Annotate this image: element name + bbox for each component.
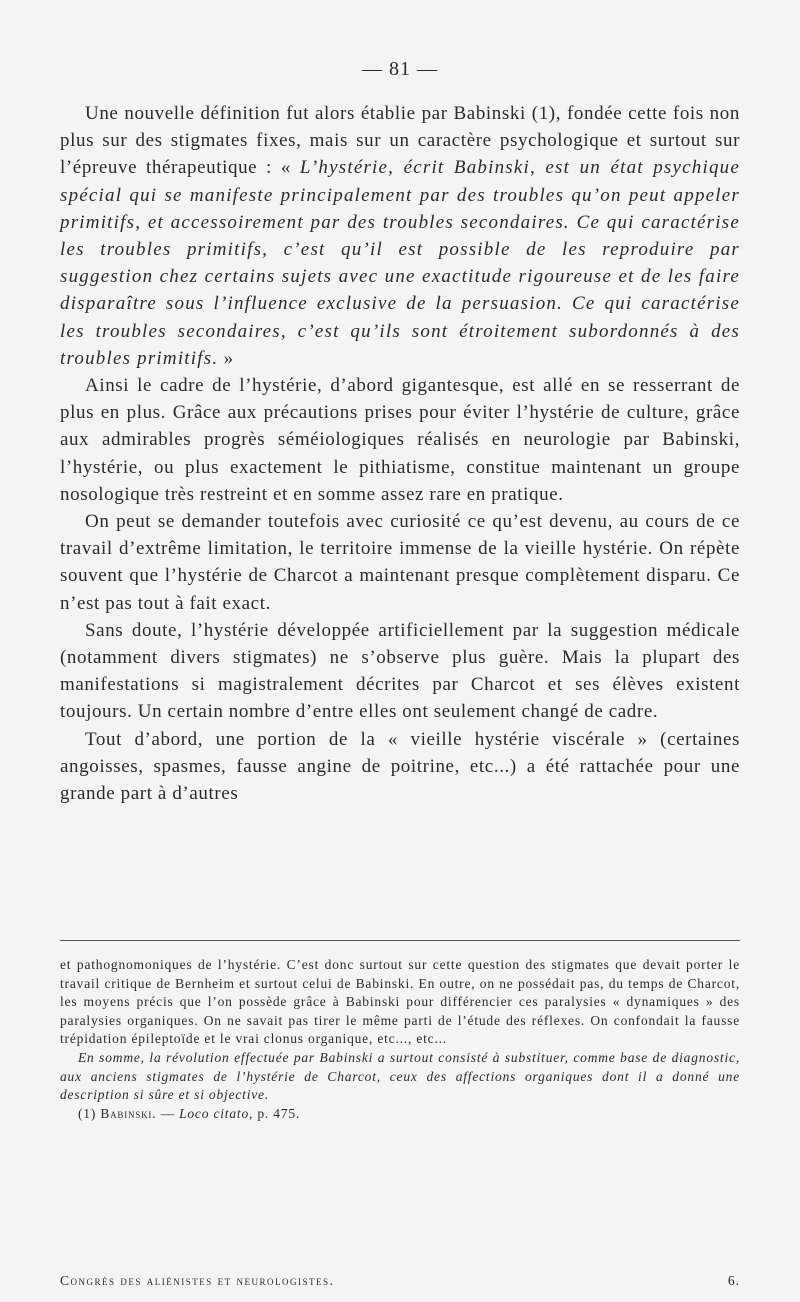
footnote-ref-loc: Loco citato bbox=[179, 1105, 249, 1121]
page-number: — 81 — bbox=[362, 58, 438, 80]
footnote-ref-number: (1) bbox=[78, 1105, 101, 1121]
footnote-summary-text: En somme, la révolution effectuée par Babinski a surtout consisté à substituer, comme base de diagnostic, aux anciens stigmates de l’hystérie de Charcot, ceux des affections organiques dont il a donné une description si sûre et si objective. bbox=[60, 1049, 740, 1103]
paragraph-territoire: On peut se demander toutefois avec curiosité ce qu’est devenu, au cours de ce travail d’extrême limitation, le territoire immense de la vieille hystérie. On répète souvent que l’hystérie de Charcot a maintenant presque complètement disparu. Ce n’est pas tout à fait exact. bbox=[60, 511, 740, 614]
footnotes bbox=[60, 956, 740, 1123]
main-text bbox=[60, 100, 740, 807]
paragraph-definition bbox=[60, 100, 740, 372]
footnote-continuation: et pathognomoniques de l’hystérie. C’est donc surtout sur cette question des stigmates que devait porter le travail critique de Bernheim et surtout celui de Babinski. En outre, on ne possédait pas, du temps de Charcot, les moyens précis que l’on possède grâce à Babinski pour différencier ces paralysies « dynamiques » des paralysies organiques. On ne savait pas tirer le même parti de l’étude des réflexes. On confondait la fausse trépidation épileptoïde et le vrai clonus organique, etc..., etc... bbox=[60, 957, 740, 1047]
footnote-divider bbox=[60, 940, 740, 941]
signature-number: 6. bbox=[727, 1273, 740, 1288]
page-footer bbox=[60, 1273, 740, 1289]
footnote-summary bbox=[60, 1049, 740, 1105]
footnote-ref-page: , p. 475. bbox=[249, 1105, 301, 1121]
footnote-ref-separator: — bbox=[156, 1105, 180, 1121]
paragraph-definition-intro: Une nouvelle définition fut alors établie par Babinski (1), fondée cette fois non plus sur des stigmates fixes, mais sur un caractère psychologique et surtout sur l’épreuve thérapeutique : « bbox=[60, 103, 740, 179]
paragraph-cadre: Ainsi le cadre de l’hystérie, d’abord gigantesque, est allé en se resserrant de plus en plus. Grâce aux précautions prises pour éviter l’hystérie de culture, grâce aux admirables progrès séméiologiques réalisés en neurologie par Babinski, l’hystérie, ou plus exactement le pithiatisme, constitue maintenant un groupe nosologique très restreint et en somme assez rare en pratique. bbox=[60, 375, 740, 505]
quote-close: » bbox=[218, 347, 234, 369]
signature-line: Congrès des aliénistes et neurologistes. bbox=[60, 1273, 335, 1288]
babinski-quote: L’hystérie, écrit Babinski, est un état psychique spécial qui se manifeste principalement par des troubles qu’on peut appeler primitifs, et accessoirement par des troubles secondaires. Ce qui caractérise les troubles primitifs, c’est qu’il est possible de les reproduire par suggestion chez certains sujets avec une exactitude rigoureuse et de les faire disparaître sous l’influence exclusive de la persuasion. Ce qui caractérise les troubles secondaires, c’est qu’ils sont étroitement subordonnés à des troubles primitifs. bbox=[60, 157, 740, 369]
paragraph-tout-dabord: Tout d’abord, une portion de la « vieille hystérie viscérale » (certaines angoisses, spasmes, fausse angine de poitrine, etc...) a été rattachée pour une grande part à d’autres bbox=[60, 728, 740, 805]
footnote-reference bbox=[60, 1105, 740, 1124]
footnote-ref-author: Babinski. bbox=[100, 1105, 157, 1121]
paragraph-sans-doute: Sans doute, l’hystérie développée artificiellement par la suggestion médicale (notamment divers stigmates) ne s’observe plus guère. Mais la plupart des manifestations si magistralement décrites par Charcot et ses élèves existent toujours. Un certain nombre d’entre elles ont seulement changé de cadre. bbox=[60, 619, 740, 723]
